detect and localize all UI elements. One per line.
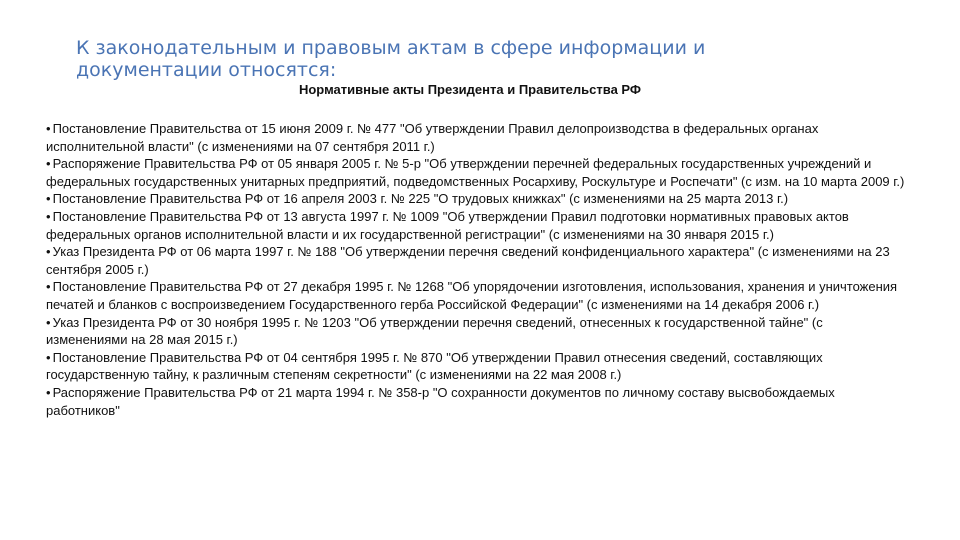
list-item (46, 155, 906, 190)
list-item-text: Указ Президента РФ от 06 марта 1997 г. № 188 "Об утверждении перечня сведений конфиденциального характера" (с изменениями на 23 сентября 2005 г.) (46, 244, 890, 277)
list-item-text: Распоряжение Правительства РФ от 21 марта 1994 г. № 358-р "О сохранности документов по личному составу высвобождаемых работников" (46, 384, 835, 418)
list-item-text: Распоряжение Правительства РФ от 05 января 2005 г. № 5-р "Об утверждении перечней федеральных государственных учреждений и федеральных государственных унитарных предприятий, подведомственных Росархиву, Роскультуре и Роспечати" (с изм. на 10 марта 2009 г.) (46, 156, 905, 189)
list-item-text: Постановление Правительства РФ от 04 сентября 1995 г. № 870 "Об утверждении Правил отнесения сведений, составляющих государственную тайну, к различным степеням секретности" (с изменениями на 22 мая 2008 г.) (46, 349, 823, 383)
list-item-text: Указ Президента РФ от 30 ноября 1995 г. № 1203 "Об утверждении перечня сведений, отнесенных к государственной тайне" (с изменениями на 28 мая 2015 г.) (46, 314, 823, 348)
list-item (46, 120, 906, 155)
bullet-icon: • (46, 208, 51, 224)
bullet-icon: • (46, 349, 51, 365)
bullet-icon: • (46, 279, 51, 295)
list-item-text: Постановление Правительства РФ от 27 декабря 1995 г. № 1268 "Об упорядочении изготовления, использования, хранения и уничтожения печатей и бланков с воспроизведением Государственного герба Российской Федерации" (с изменениями на 14 декабря 2006 г.) (46, 279, 898, 312)
list-item-text: Постановление Правительства от 15 июня 2009 г. № 477 "Об утверждении Правил делопроизводства в федеральных органах исполнительной власти" (с изменениями на 07 сентября 2011 г.) (46, 121, 819, 154)
section-subtitle: Нормативные акты Президента и Правительства РФ (298, 82, 642, 97)
list-item (46, 208, 906, 243)
list-item (46, 314, 906, 349)
bullet-icon: • (46, 156, 51, 172)
bullet-icon: • (46, 384, 51, 400)
list-item (46, 384, 906, 419)
bullet-icon: • (46, 244, 51, 260)
list-item (46, 349, 906, 384)
slide-title: К законодательным и правовым актам в сфере информации и документации относятся: (76, 37, 706, 81)
list-item-text: Постановление Правительства РФ от 16 апреля 2003 г. № 225 "О трудовых книжках" (с изменениями на 25 марта 2013 г.) (52, 191, 789, 207)
bullet-icon: • (46, 121, 51, 136)
bullet-icon: • (46, 314, 51, 330)
list-item-text: Постановление Правительства РФ от 13 августа 1997 г. № 1009 "Об утверждении Правил подготовки нормативных правовых актов федеральных органов исполнительной власти и их государственной регистрации" (с изменениями на 30 января 2015 г.) (46, 208, 849, 242)
list-item (46, 190, 906, 208)
legal-acts-list (46, 120, 906, 419)
list-item (46, 243, 906, 278)
list-item (46, 278, 906, 313)
bullet-icon: • (46, 191, 51, 207)
